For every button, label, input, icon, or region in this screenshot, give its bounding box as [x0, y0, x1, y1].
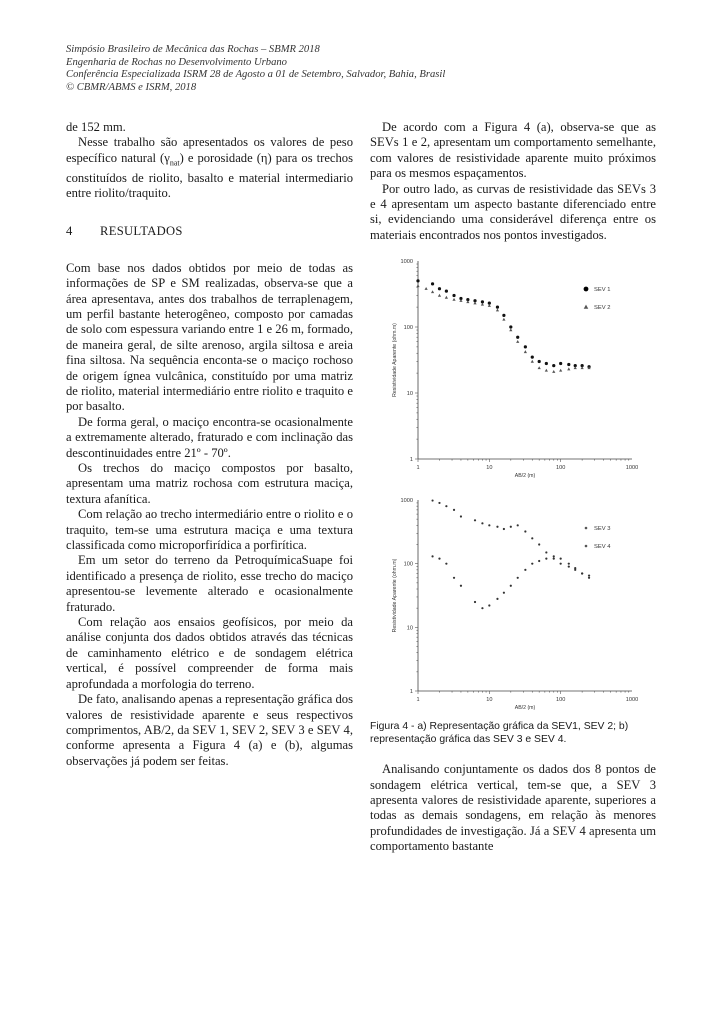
data-point: [510, 585, 512, 587]
data-point: [538, 366, 541, 369]
data-point: [538, 360, 541, 363]
data-point: [503, 592, 505, 594]
data-point: [438, 558, 440, 560]
legend-marker: [585, 527, 588, 530]
data-point: [581, 573, 583, 575]
figure-caption: Figura 4 - a) Representação gráfica da SEV1, SEV 2; b) representação gráfica das SEV 3 e SEV 4.: [370, 721, 629, 746]
paragraph: Com base nos dados obtidos por meio de todas as informações de SP e SM realizadas, observa-se que a área apresentava, antes dos trabalhos de terraplenagem, um perfil bastante heterogêneo, composto por camadas de solo com espessura variando entre 1 e 26 m, formado, de maneira geral, de silte arenoso, argila siltosa e areia fina siltosa. Na sequência enconta-se o maciço rochoso de origem ígnea vulcânica, constituído por uma matriz de riolito, material intermediário entre riolito e traquito e por basalto.: [66, 260, 353, 414]
paragraph: de 152 mm.: [66, 120, 126, 134]
paragraph: Com relação ao trecho intermediário entre o riolito e o traquito, tem-se uma estrutura maciça e uma textura classificada como microporfirídica a porfirítica.: [66, 507, 353, 553]
chart-a: [374, 257, 639, 482]
paragraph: Com relação aos ensaios geofísicos, por meio da análise conjunta dos dados obtidos através das técnicas de caminhamento elétrico e de sondagem elétrica vertical, é possível compreender de forma mais aprofundada a morfologia do terreno.: [66, 615, 353, 691]
paragraph-text: Nesse trabalho são apresentados os valores de peso específico natural (γ: [66, 135, 353, 165]
data-point: [431, 556, 433, 558]
header-line: Simpósio Brasileiro de Mecânica das Rochas – SBMR 2018: [66, 44, 320, 55]
header-line: Conferência Especializada ISRM 28 de Agosto a 01 de Setembro, Salvador, Bahia, Brasil: [66, 69, 446, 81]
legend-marker: [584, 287, 589, 292]
data-point: [425, 287, 428, 290]
data-point: [567, 368, 570, 371]
data-point: [510, 526, 512, 528]
header-line: © CBMR/ABMS e ISRM, 2018: [66, 81, 197, 93]
data-point: [445, 290, 448, 293]
legend-label: SEV 3: [594, 526, 611, 533]
x-tick-label: 1000: [625, 697, 639, 704]
data-point: [445, 563, 447, 565]
data-point: [545, 552, 547, 554]
paragraph: Analisando conjuntamente os dados dos 8 pontos de sondagem elétrica vertical, tem-se que, a SEV 3 apresenta valores de resistividade aparente, superiores a todas as demais sondagens, em relação às menores profundidades de investigação. Já a SEV 4 apresenta um comportamento bastante: [370, 762, 656, 854]
section-heading: [66, 224, 353, 239]
legend-label: SEV 4: [594, 544, 611, 551]
data-point: [416, 280, 419, 283]
data-point: [545, 369, 548, 372]
data-point: [509, 326, 512, 329]
data-point: [481, 522, 483, 524]
paragraph: De forma geral, o maciço encontra-se ocasionalmente a extremamente alterado, fraturado e com inclinação das descontinuidades entre 21º - 70º.: [66, 414, 353, 460]
paragraph: De fato, analisando apenas a representação gráfica dos valores de resistividade aparente e seus respectivos comprimentos, AB/2, da SEV 1, SEV 2, SEV 3 e SEV 4, conforme apresenta a Figura 4 (a) e (b), algumas observações já podem ser feitas.: [66, 692, 353, 768]
paragraph: De acordo com a Figura 4 (a), observa-se que as SEVs 1 e 2, apresentam um comportamento semelhante, com valores de resistividade aparente muito próximos para os mesmos espaçamentos.: [370, 120, 656, 181]
subscript: nat: [169, 158, 180, 168]
data-point: [588, 575, 590, 577]
data-point: [531, 563, 533, 565]
paragraph: Os trechos do maciço compostos por basalto, apresentam uma matriz rochosa com estrutura maciça, textura afanítica.: [66, 461, 353, 506]
data-point: [431, 500, 433, 502]
data-point: [524, 350, 527, 353]
data-point: [524, 346, 527, 349]
data-point: [502, 314, 505, 317]
data-point: [588, 577, 590, 579]
data-point: [567, 363, 570, 366]
data-point: [496, 598, 498, 600]
legend-label: SEV 2: [594, 305, 611, 312]
data-point: [488, 605, 490, 607]
y-axis-label: Resistividade Aparente (ohm.m): [392, 323, 398, 398]
data-point: [531, 356, 534, 359]
data-point: [538, 544, 540, 546]
x-tick-label: 100: [555, 465, 566, 472]
data-point: [496, 526, 498, 528]
page-header: [66, 44, 666, 94]
data-point: [445, 505, 447, 507]
data-point: [574, 567, 576, 569]
data-point: [438, 287, 441, 290]
paragraph: Por outro lado, as curvas de resistividade das SEVs 3 e 4 apresentam um aspecto bastante diferenciado entre si, evidenciando uma considerável diferença entre os materiais encontrados nos pontos investigados.: [370, 181, 656, 242]
left-column: [66, 120, 353, 769]
section-number: 4: [66, 223, 73, 238]
data-point: [568, 566, 570, 568]
data-point: [431, 283, 434, 286]
x-tick-label: 1: [416, 465, 420, 472]
data-point: [524, 531, 526, 533]
x-tick-label: 10: [486, 465, 493, 472]
y-tick-label: 100: [403, 325, 413, 332]
data-point: [559, 369, 562, 372]
data-point: [531, 360, 534, 363]
header-line: Engenharia de Rochas no Desenvolvimento Urbano: [66, 56, 287, 68]
data-point: [452, 298, 455, 301]
data-point: [568, 563, 570, 565]
data-point: [481, 607, 483, 609]
data-point: [445, 296, 448, 299]
data-point: [509, 329, 512, 332]
data-point: [524, 569, 526, 571]
data-point: [431, 290, 434, 293]
data-point: [460, 585, 462, 587]
data-point: [452, 294, 455, 297]
x-tick-label: 1000: [625, 465, 639, 472]
data-point: [416, 284, 419, 287]
data-point: [516, 340, 519, 343]
data-point: [481, 303, 484, 306]
x-tick-label: 10: [486, 697, 493, 704]
data-point: [552, 364, 555, 367]
data-point: [438, 294, 441, 297]
data-point: [545, 558, 547, 560]
legend-marker: [585, 545, 588, 548]
data-point: [503, 528, 505, 530]
data-point: [552, 370, 555, 373]
data-point: [531, 537, 533, 539]
y-tick-label: 10: [406, 391, 413, 398]
y-tick-label: 1000: [400, 498, 413, 505]
chart-b: [374, 496, 639, 714]
data-point: [560, 558, 562, 560]
x-axis-label: AB/2 (m): [514, 705, 536, 712]
right-column: [370, 120, 656, 855]
data-point: [516, 336, 519, 339]
data-point: [496, 309, 499, 312]
x-tick-label: 100: [555, 697, 566, 704]
y-tick-label: 1000: [400, 259, 413, 266]
data-point: [517, 577, 519, 579]
data-point: [474, 601, 476, 603]
data-point: [496, 306, 499, 309]
data-point: [538, 560, 540, 562]
y-tick-label: 1: [409, 457, 413, 464]
data-point: [438, 502, 440, 504]
data-point: [453, 577, 455, 579]
data-point: [559, 362, 562, 365]
data-point: [553, 556, 555, 558]
x-tick-label: 1: [416, 697, 420, 704]
data-point: [488, 304, 491, 307]
legend-label: SEV 1: [594, 287, 611, 294]
data-point: [517, 524, 519, 526]
paragraph: [66, 135, 353, 201]
data-point: [460, 516, 462, 518]
data-point: [560, 563, 562, 565]
y-tick-label: 1: [409, 689, 413, 696]
y-tick-label: 100: [403, 561, 413, 568]
y-axis-label: Resistividade Aparente (ohm.m): [392, 558, 398, 633]
x-axis-label: AB/2 (m): [514, 473, 536, 480]
data-point: [553, 558, 555, 560]
legend-marker: [584, 305, 589, 309]
data-point: [474, 519, 476, 521]
figure-4: [374, 257, 639, 714]
data-point: [453, 509, 455, 511]
data-point: [502, 318, 505, 321]
paragraph: Em um setor do terreno da PetroquímicaSuape foi identificado a presença de riolito, esse trecho do maciço apresentou-se levemente alterado e ocasionalmente fraturado.: [66, 553, 353, 614]
data-point: [545, 362, 548, 365]
y-tick-label: 10: [406, 625, 413, 632]
paragraph-text: ) e porosidade (η) para os trechos constituídos de riolito, basalto e material intermediario entre riolito/traquito.: [66, 150, 353, 201]
section-title: RESULTADOS: [100, 223, 183, 238]
data-point: [488, 524, 490, 526]
